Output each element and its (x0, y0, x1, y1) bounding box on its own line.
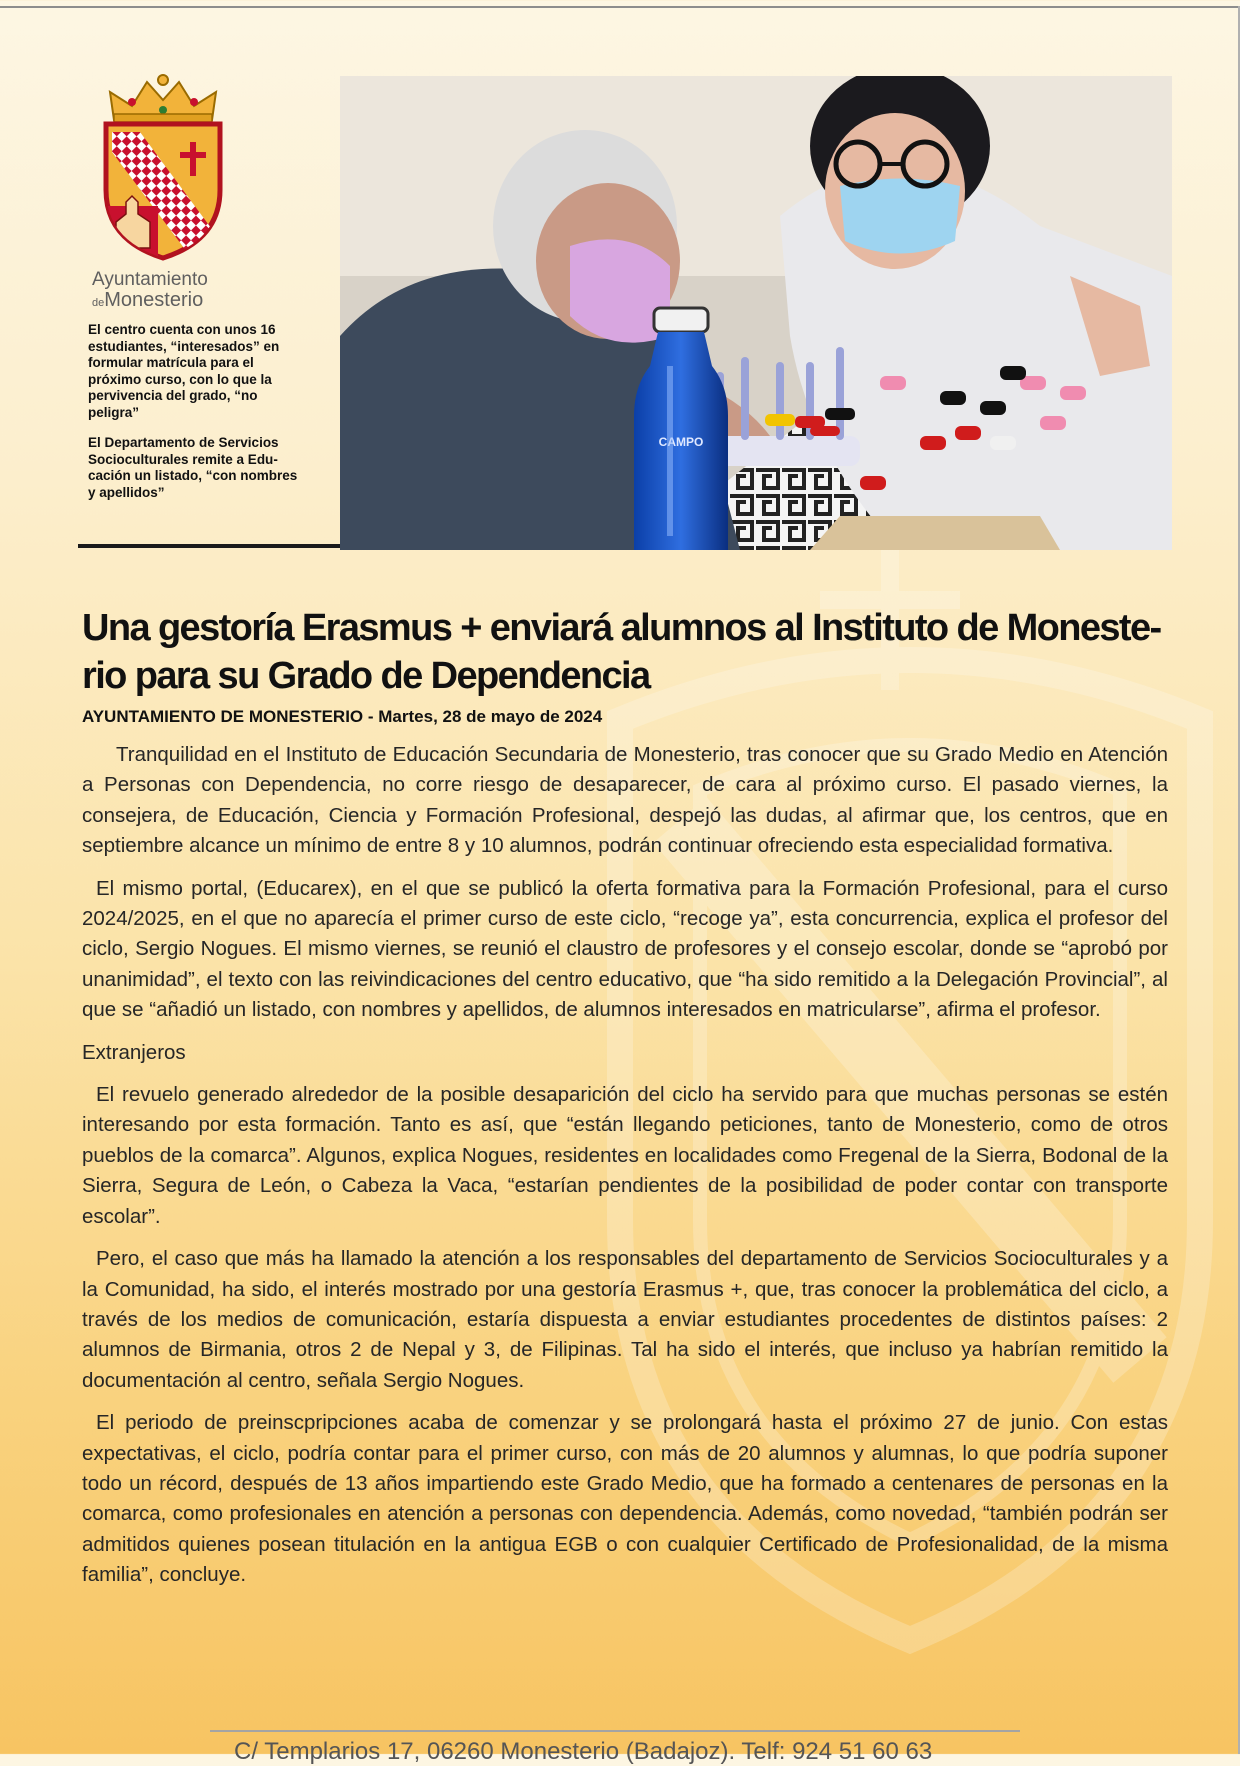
article-byline (82, 707, 602, 727)
footer-address: C/ Templarios 17, 06260 Monesterio (Badajoz). Telf: 924 51 60 63 (234, 1738, 933, 1765)
sidebar-divider (78, 544, 340, 548)
sidebar-highlights (88, 322, 302, 515)
municipal-crest-logo (92, 72, 234, 272)
bottle-label: CAMPO (658, 435, 704, 449)
article-paragraph: El revuelo generado alrededor de la posible desaparición del ciclo ha servido para que muchas personas se estén interesando por esta formación. Tanto es así, que “están llegando peticiones, tanto de Monesterio, como de otros pueblos de la comarca”. Algunos, explica Nogues, residentes en localidades como Fregenal de la Sierra, Bodonal de la Sierra, Segura de León, o Cabeza la Vaca, “estarían pendientes de la posibilidad de poder contar con transporte escolar”. (82, 1083, 1168, 1228)
byline-date: - Martes, 28 de mayo de 2024 (363, 707, 603, 726)
article-paragraph: Tranquilidad en el Instituto de Educación Secundaria de Monesterio, tras conocer que su Grado Medio en Atención a Personas con Dependencia, no corre riesgo de desaparecer, de cara al próximo curso. El pasado viernes, la consejera, de Educación, Ciencia y Formación Profesional, despejó las dudas, al afirmar que, los centros, que en septiembre alcance un mínimo de entre 8 y 10 alumnos, podrán continuar ofreciendo esta especialidad formativa. (82, 743, 1168, 858)
article-photo (340, 76, 1172, 550)
wordmark-line2 (92, 290, 252, 313)
municipality-wordmark (92, 270, 252, 313)
wordmark-line1: Ayuntamiento (92, 269, 208, 290)
article-body (82, 740, 1168, 1603)
article-paragraph: El periodo de preinscpripciones acaba de comenzar y se prolongará hasta el próximo 27 de junio. Con estas expectativas, el ciclo, podría contar para el primer curso, con más de 20 alumnos y alumnas, lo que podría suponer todo un récord, después de 13 años impartiendo este Grado Medio, que ha formado a centenares de personas en la comarca, como profesionales en atención a personas con dependencia. Además, como novedad, “también podrán ser admitidos quienes posean titulación en la antigua EGB o con cualquier Certificado de Profesionalidad, de la misma familia”, concluye. (82, 1411, 1168, 1587)
page-top-border (0, 6, 1240, 8)
wordmark-prefix: de (92, 297, 105, 309)
section-subheading: Extranjeros (82, 1040, 186, 1064)
sidebar-highlight: El centro cuenta con unos 16 estudiantes, “interesados” en formular matrícula para el próximo curso, con lo que la pervivencia del grado, “no peligra” (88, 322, 280, 420)
sidebar-highlight: El Departamento de Servicios Socioculturales remite a Educación un listado, “con nombres y apellidos” (88, 435, 298, 500)
article-paragraph: El mismo portal, (Educarex), en el que se publicó la oferta formativa para la Formación Profesional, para el curso 2024/2025, en el que no aparecía el primer curso de este ciclo, “recoge ya”, esta concurrencia, explica el profesor del ciclo, Sergio Nogues. El mismo viernes, se reunió el claustro de profesores y el consejo escolar, donde se “aprobó por unanimidad”, el texto con las reivindicaciones del centro educativo, que “ha sido remitido a la Delegación Provincial”, al que se “añadió un listado, con nombres y apellidos, de alumnos interesados en matricularse”, afirma el profesor. (82, 876, 1168, 1022)
footer-divider (210, 1730, 1020, 1732)
article-paragraph: Pero, el caso que más ha llamado la atención a los responsables del departamento de Servicios Socioculturales y a la Comunidad, ha sido, el interés mostrado por una gestoría Erasmus +, que, tras conocer la problemática del ciclo, a través de los medios de comunicación, estaría dispuesta a enviar estudiantes procedentes de distintos países: 2 alumnos de Birmania, otros 2 de Nepal y 3, de Filipinas. Tal ha sido el interés, que incluso ya habrían remitido la documentación al centro, señala Sergio Nogues. (82, 1247, 1168, 1392)
byline-source: AYUNTAMIENTO DE MONESTERIO (82, 707, 364, 726)
article-title: Una gestoría Erasmus + enviará alumnos al Instituto de Monesterio para su Grado de Dependencia (82, 607, 1163, 697)
wordmark-name: Monesterio (104, 289, 204, 311)
